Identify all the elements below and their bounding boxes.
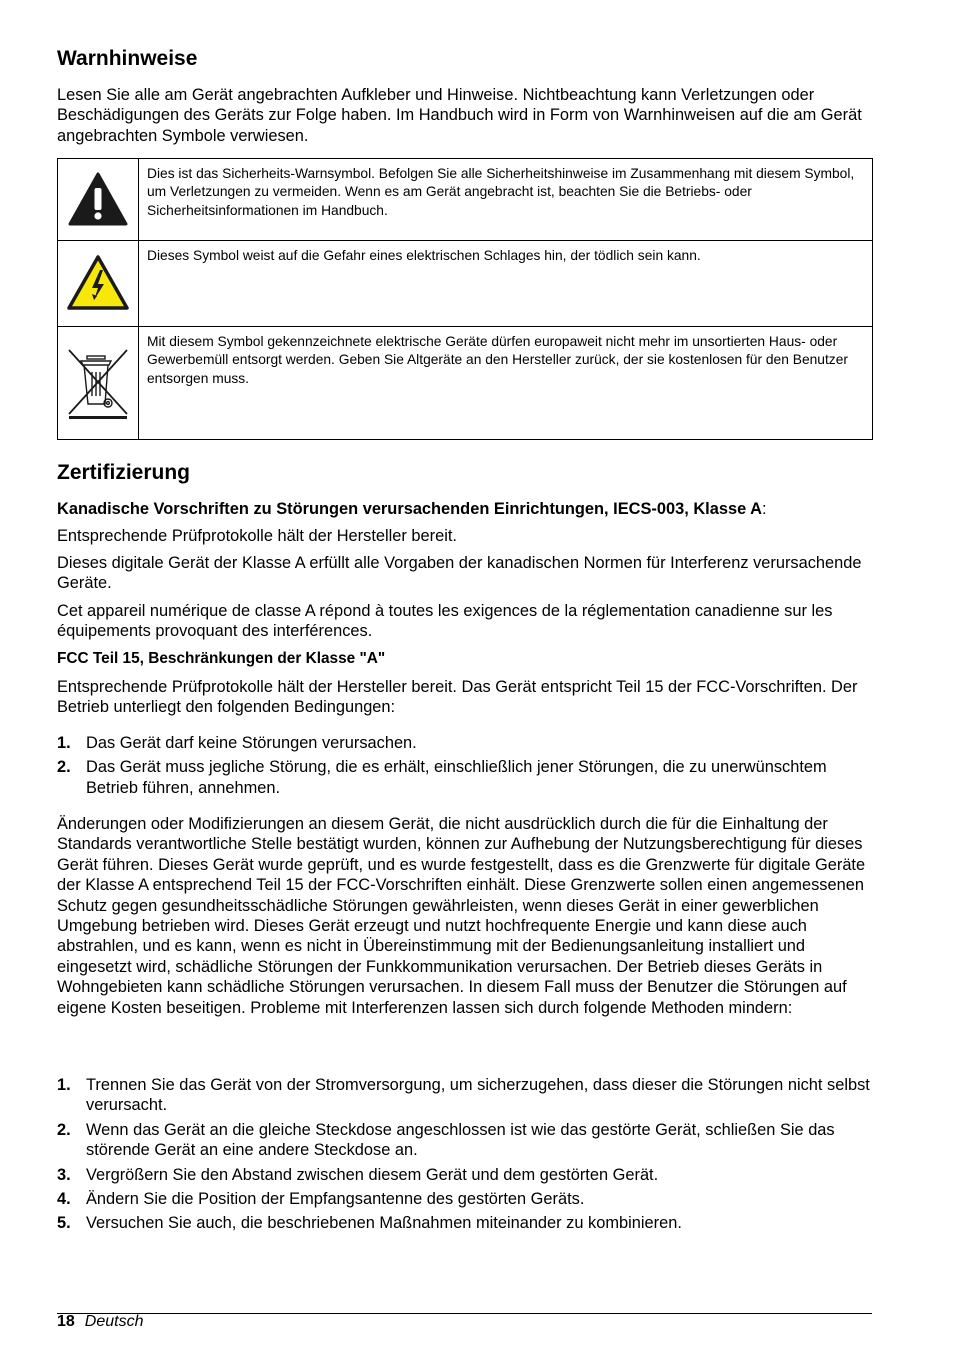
list-item	[57, 733, 872, 753]
electric-shock-icon	[66, 254, 130, 312]
list-item	[57, 1189, 872, 1209]
list-item-text: Trennen Sie das Gerät von der Stromversorgung, um sicherzugehen, dass dieser die Störungen nicht selbst verursacht.	[86, 1076, 870, 1115]
canada-paragraph-3: Cet appareil numérique de classe A répond à toutes les exigences de la réglementation canadienne sur les équipements provoquant des interférences.	[57, 602, 833, 641]
table-row	[58, 241, 873, 327]
canada-paragraph-1: Entsprechende Prüfprotokolle hält der Hersteller bereit.	[57, 527, 457, 545]
canada-regulation-title	[57, 499, 872, 519]
section-heading-warnings: Warnhinweise	[57, 47, 198, 70]
warnings-intro: Lesen Sie alle am Gerät angebrachten Aufkleber und Hinweise. Nichtbeachtung kann Verletzungen oder Beschädigungen des Geräts zur Folge haben. Im Handbuch wird in Form von Warnhinweisen auf die am Gerät angebrachten Symbole verwiesen.	[57, 86, 862, 145]
mitigation-methods-list	[57, 1075, 872, 1238]
icon-cell	[58, 241, 139, 327]
list-item-number: 3.	[57, 1165, 71, 1184]
fcc-conditions-list	[57, 733, 872, 802]
list-item-number: 1.	[57, 734, 71, 752]
section-heading-certification: Zertifizierung	[57, 461, 191, 484]
canada-regulation-title-text: Kanadische Vorschriften zu Störungen verursachenden Einrichtungen, IECS-003, Klasse A	[57, 500, 762, 518]
list-item	[57, 1213, 872, 1233]
warning-symbols-table	[57, 158, 873, 440]
list-item-text: Wenn das Gerät an die gleiche Steckdose angeschlossen ist wie das gestörte Gerät, schließen Sie das störende Gerät an eine andere Steckdose an.	[86, 1120, 835, 1160]
table-row	[58, 327, 873, 440]
list-item-number: 2.	[57, 1120, 71, 1139]
list-item	[57, 1075, 872, 1116]
list-item-text: Das Gerät muss jegliche Störung, die es erhält, einschließlich jener Störungen, die zu unerwünschtem Betrieb führen, annehmen.	[86, 758, 827, 797]
footer-language: Deutsch	[84, 1313, 144, 1330]
warning-triangle-icon	[67, 171, 129, 227]
fcc-paragraph: Entsprechende Prüfprotokolle hält der Hersteller bereit. Das Gerät entspricht Teil 15 der FCC-Vorschriften. Der Betrieb unterliegt den folgenden Bedingungen:	[57, 678, 858, 717]
crossed-bin-icon	[65, 346, 131, 420]
list-item-text: Das Gerät darf keine Störungen verursachen.	[86, 734, 417, 752]
list-item-text: Vergrößern Sie den Abstand zwischen diesem Gerät und dem gestörten Gerät.	[86, 1165, 659, 1184]
warning-text-general: Dies ist das Sicherheits-Warnsymbol. Befolgen Sie alle Sicherheitshinweise im Zusammenhang mit diesem Symbol, um Verletzungen zu vermeiden. Wenn es am Gerät angebracht ist, beachten Sie die Betriebs- oder Sicherheitsinformationen im Handbuch.	[139, 159, 873, 241]
warning-text-disposal: Mit diesem Symbol gekennzeichnete elektrische Geräte dürfen europaweit nicht mehr im unsortierten Haus- oder Gewerbemüll entsorgt werden. Geben Sie Altgeräte an den Hersteller zurück, der sie kostenlosen für den Benutzer entsorgen muss.	[139, 327, 873, 440]
list-item	[57, 1120, 872, 1161]
fcc-title: FCC Teil 15, Beschränkungen der Klasse "A"	[57, 650, 386, 667]
canada-regulation-colon: :	[761, 500, 767, 518]
icon-cell	[58, 159, 139, 241]
list-item-text: Ändern Sie die Position der Empfangsantenne des gestörten Geräts.	[86, 1190, 585, 1209]
list-item-number: 2.	[57, 758, 71, 777]
page-number: 18	[57, 1313, 75, 1330]
footer-divider	[57, 1313, 872, 1314]
list-item	[57, 1165, 872, 1185]
list-item-number: 1.	[57, 1076, 71, 1094]
icon-cell	[58, 327, 139, 440]
list-item-number: 5.	[57, 1214, 71, 1233]
table-row	[58, 159, 873, 241]
list-item	[57, 757, 872, 798]
changes-paragraph: Änderungen oder Modifizierungen an diesem Gerät, die nicht ausdrücklich durch die für die Einhaltung der Standards verantwortliche Stelle bestätigt wurden, können zur Aufhebung der Nutzungsberechtigung für dieses Gerät führen. Dieses Gerät wurde geprüft, und es wurde festgestellt, dass es die Grenzwerte für digitale Geräte der Klasse A entsprechend Teil 15 der FCC-Vorschriften einhält. Diese Grenzwerte sollen einen angemessenen Schutz gegen gesundheitsschädliche Störungen gewährleisten, wenn dieses Gerät in einer gewerblichen Umgebung betrieben wird. Dieses Gerät erzeugt und nutzt hochfrequente Energie und kann diese auch abstrahlen, und es kann, wenn es nicht in Übereinstimmung mit der Bedienungsanleitung installiert und eingesetzt wird, schädliche Störungen der Funkkommunikation verursachen. Der Betrieb dieses Geräts in Wohngebieten kann schädliche Störungen verursachen. In diesem Fall muss der Benutzer die Störungen auf eigene Kosten beseitigen. Probleme mit Interferenzen lassen sich durch folgende Methoden mindern:	[57, 815, 866, 1017]
list-item-text: Versuchen Sie auch, die beschriebenen Maßnahmen miteinander zu kombinieren.	[86, 1214, 682, 1233]
warning-text-electric: Dieses Symbol weist auf die Gefahr eines elektrischen Schlages hin, der tödlich sein kann.	[139, 241, 873, 327]
list-item-number: 4.	[57, 1190, 71, 1209]
canada-paragraph-2: Dieses digitale Gerät der Klasse A erfüllt alle Vorgaben der kanadischen Normen für Interferenz verursachende Geräte.	[57, 554, 862, 593]
page-footer	[57, 1312, 144, 1332]
